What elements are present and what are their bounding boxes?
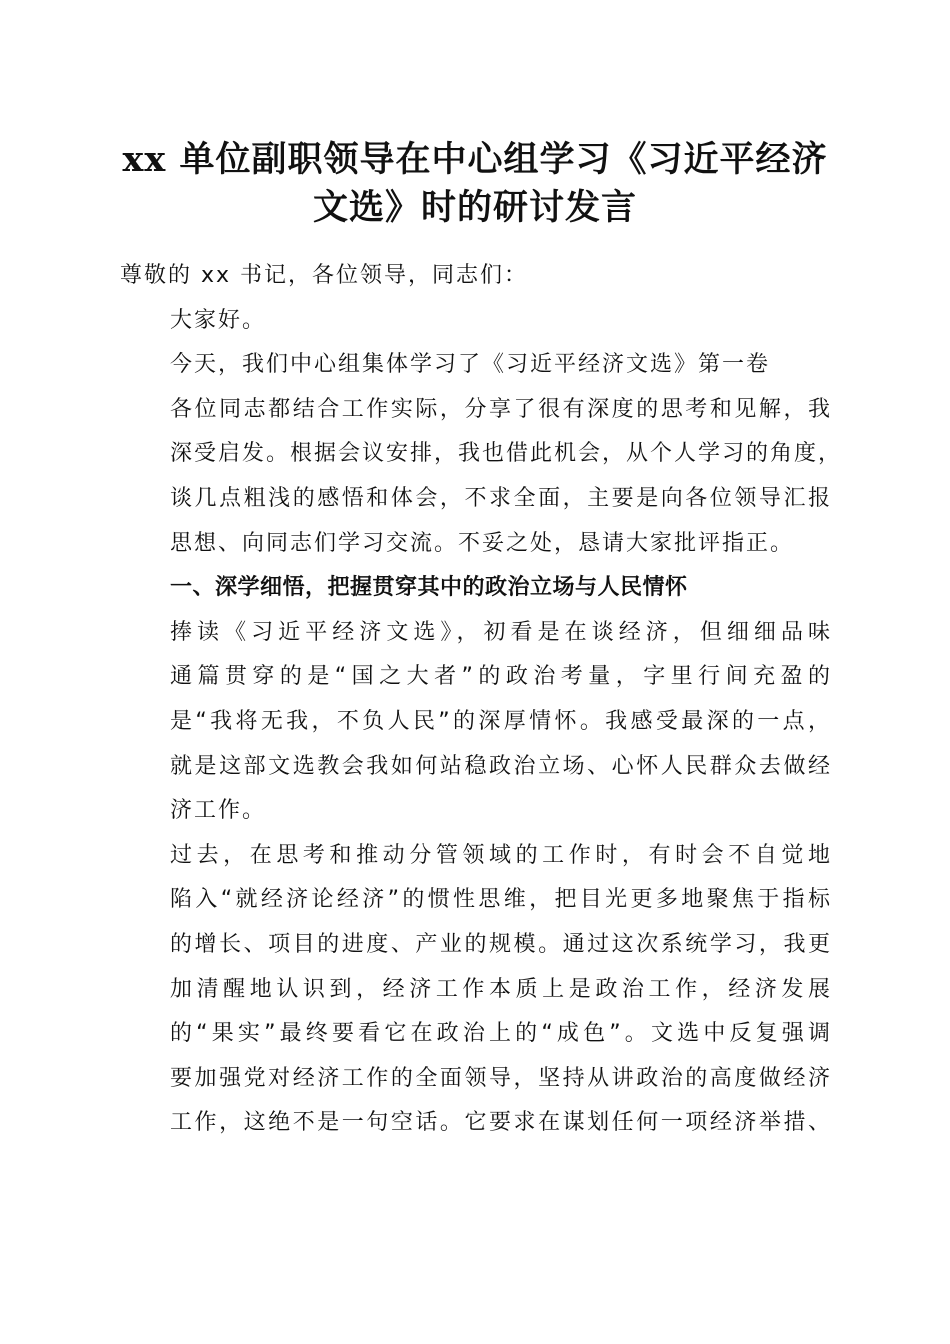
section-heading: 一、深学细悟，把握贯穿其中的政治立场与人民情怀	[170, 575, 688, 601]
paragraph-line: 加清醒地认识到，经济工作本质上是政治工作，经济发展	[170, 976, 832, 1002]
paragraph-line: 济工作。	[170, 798, 267, 824]
paragraph-line: 过去，在思考和推动分管领域的工作时，有时会不自觉地	[170, 842, 832, 868]
paragraph-line: 思想、向同志们学习交流。不妥之处，恳请大家批评指正。	[170, 530, 795, 556]
paragraph-line: 要加强党对经济工作的全面领导，坚持从讲政治的高度做经济	[170, 1065, 832, 1091]
paragraph-reflection	[120, 834, 832, 1146]
document-title	[100, 136, 850, 232]
title-line: 文选》时的研讨发言	[312, 187, 637, 228]
paragraph-line: 是“我将无我，不负人民”的深厚情怀。我感受最深的一点，	[170, 708, 832, 734]
salutation: 尊敬的 xx 书记，各位领导，同志们：	[120, 263, 529, 288]
paragraph-line: 今天，我们中心组集体学习了《习近平经济文选》第一卷	[170, 352, 771, 378]
paragraph-line: 通篇贯穿的是“国之大者”的政治考量，字里行间充盈的	[170, 664, 832, 690]
paragraph-line: 各位同志都结合工作实际，分享了很有深度的思考和见解，我	[170, 396, 832, 422]
greeting: 大家好。	[170, 307, 267, 333]
paragraph-political-stance	[120, 611, 832, 834]
paragraph-line: 谈几点粗浅的感悟和体会，不求全面，主要是向各位领导汇报	[170, 485, 832, 511]
paragraph-line: 工作，这绝不是一句空话。它要求在谋划任何一项经济举措、	[170, 1110, 832, 1136]
paragraph-line: 的“果实”最终要看它在政治上的“成色”。文选中反复强调	[170, 1021, 832, 1047]
document-body	[120, 254, 843, 1146]
paragraph-opening	[120, 343, 843, 566]
paragraph-line: 深受启发。根据会议安排，我也借此机会，从个人学习的角度，	[170, 441, 843, 467]
paragraph-line: 的增长、项目的进度、产业的规模。通过这次系统学习，我更	[170, 931, 832, 957]
paragraph-line: 陷入“就经济论经济”的惯性思维，把目光更多地聚焦于指标	[170, 887, 832, 913]
paragraph-line: 就是这部文选教会我如何站稳政治立场、心怀人民群众去做经	[170, 753, 832, 779]
title-line: xx 单位副职领导在中心组学习《习近平经济	[122, 139, 828, 180]
paragraph-line: 捧读《习近平经济文选》，初看是在谈经济，但细细品味	[170, 619, 832, 645]
